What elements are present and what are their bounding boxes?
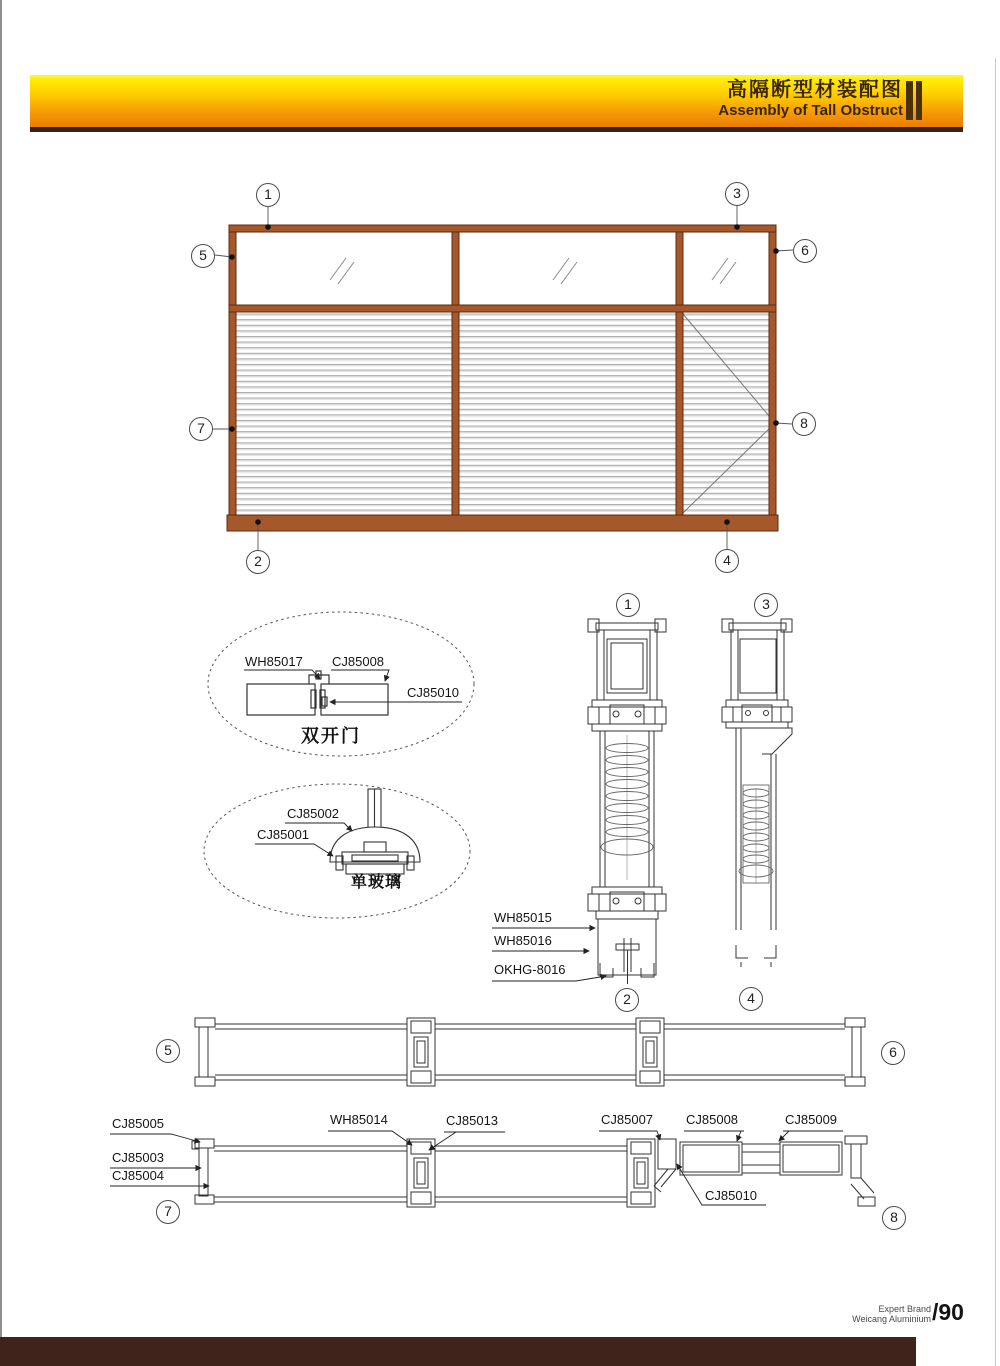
vertical-section-1 xyxy=(588,619,666,984)
callout-8: 8 xyxy=(792,412,816,436)
vertical-section-3 xyxy=(722,619,792,967)
section-callout-5: 5 xyxy=(156,1039,180,1063)
section-callout-3: 3 xyxy=(754,593,778,617)
label-wh85014: WH85014 xyxy=(330,1112,388,1127)
horizontal-section-row-7-8 xyxy=(192,1136,875,1207)
label-okhg-8016: OKHG-8016 xyxy=(494,962,566,977)
caption-single-glass: 单玻璃 xyxy=(351,874,403,891)
label-cj85008-detail: CJ85008 xyxy=(332,654,385,669)
caption-double-door: 双开门 xyxy=(301,726,361,746)
label-cj85005: CJ85005 xyxy=(112,1116,165,1131)
callout-4: 4 xyxy=(715,549,739,573)
label-wh85016: WH85016 xyxy=(494,933,552,948)
footer-brand xyxy=(852,1304,931,1324)
horizontal-section-row-5-6 xyxy=(195,1018,865,1086)
section-callout-6: 6 xyxy=(881,1041,905,1065)
section-callout-8: 8 xyxy=(882,1206,906,1230)
section-callout-7: 7 xyxy=(156,1200,180,1224)
label-wh85017: WH85017 xyxy=(245,654,303,669)
label-cj85003: CJ85003 xyxy=(112,1150,165,1165)
callout-2: 2 xyxy=(246,550,270,574)
footer-brand-line1: Expert Brand xyxy=(878,1304,931,1314)
label-cj85008-plan: CJ85008 xyxy=(686,1112,739,1127)
section-callout-1: 1 xyxy=(616,593,640,617)
label-cj85009: CJ85009 xyxy=(785,1112,838,1127)
callout-5: 5 xyxy=(191,244,215,268)
label-cj85007: CJ85007 xyxy=(601,1112,654,1127)
callout-3: 3 xyxy=(725,182,749,206)
section-callout-4: 4 xyxy=(739,987,763,1011)
label-cj85004: CJ85004 xyxy=(112,1168,165,1183)
section-callout-2: 2 xyxy=(615,988,639,1012)
page-title-en: Assembly of Tall Obstruct xyxy=(718,102,903,119)
label-cj85001: CJ85001 xyxy=(257,827,310,842)
callout-7: 7 xyxy=(189,417,213,441)
elevation-louver-panels xyxy=(236,312,775,515)
label-wh85015: WH85015 xyxy=(494,910,552,925)
footer-bar xyxy=(0,1337,916,1366)
callout-6: 6 xyxy=(793,239,817,263)
callout-1: 1 xyxy=(256,183,280,207)
label-cj85010-plan: CJ85010 xyxy=(705,1188,758,1203)
footer-page-number: /90 xyxy=(932,1299,964,1325)
label-cj85002: CJ85002 xyxy=(287,806,340,821)
page-title-cn: 高隔断型材装配图 xyxy=(727,79,903,101)
label-cj85013: CJ85013 xyxy=(446,1113,499,1128)
footer-brand-line2: Weicang Aluminium xyxy=(852,1314,931,1324)
label-cj85010-detail: CJ85010 xyxy=(407,685,460,700)
elevation-glass-panels xyxy=(236,232,769,305)
detail-bubble-single-glass xyxy=(204,784,470,918)
